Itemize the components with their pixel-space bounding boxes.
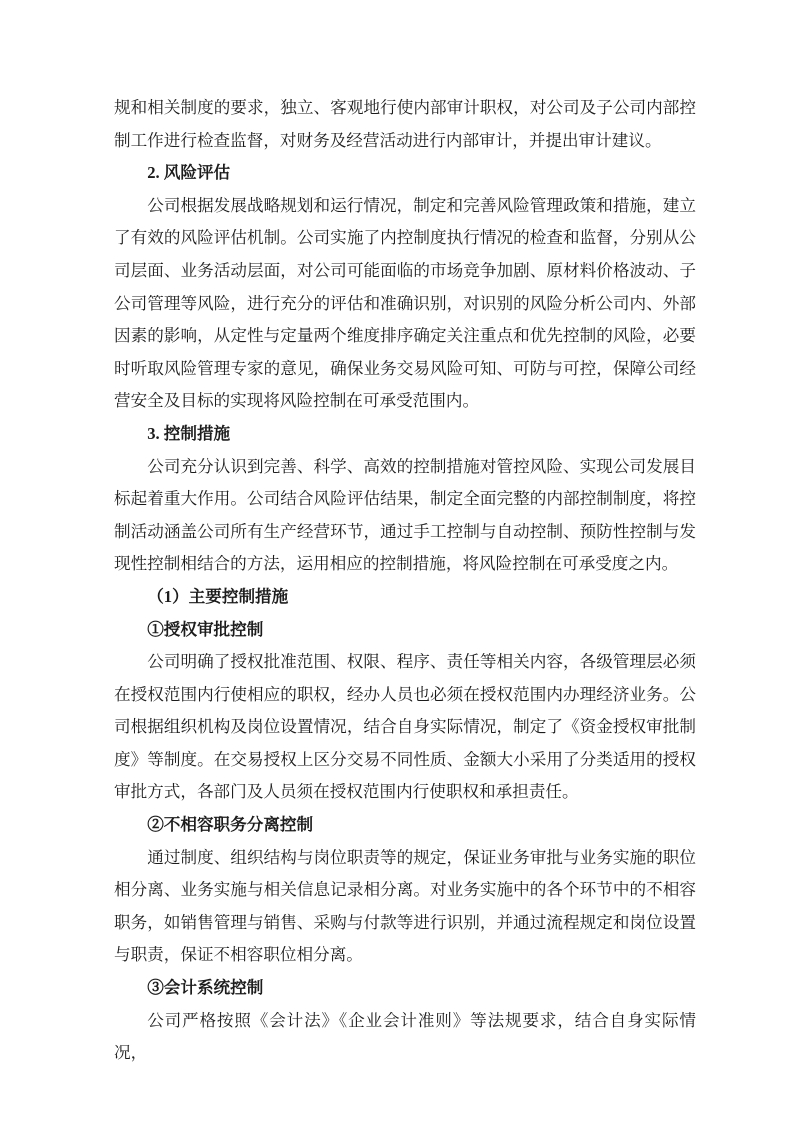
section-heading: ①授权审批控制 xyxy=(147,619,264,639)
section-heading: ③会计系统控制 xyxy=(147,978,264,998)
section-heading: 3. 控制措施 xyxy=(147,423,231,443)
document-content xyxy=(114,92,696,1070)
body-paragraph: 公司严格按照《会计法》《企业会计准则》等法规要求，结合自身实际情况， xyxy=(114,1010,696,1063)
section-heading: 2. 风险评估 xyxy=(147,163,231,183)
body-paragraph: 公司充分认识到完善、科学、高效的控制措施对管控风险、实现公司发展目标起着重大作用。公司结合风险评估结果，制定全面完整的内部控制制度，将控制活动涵盖公司所有生产经营环节，通过手工控制与自动控制、预防性控制与发现性控制相结合的方法，运用相应的控制措施，将风险控制在可承受度之内。 xyxy=(114,456,696,574)
section-heading: （1）主要控制措施 xyxy=(147,586,289,606)
body-paragraph: 规和相关制度的要求，独立、客观地行使内部审计职权，对公司及子公司内部控制工作进行检查监督，对财务及经营活动进行内部审计，并提出审计建议。 xyxy=(114,98,696,150)
body-paragraph: 通过制度、组织结构与岗位职责等的规定，保证业务审批与业务实施的职位相分离、业务实施与相关信息记录相分离。对业务实施中的各个环节中的不相容职务，如销售管理与销售、采购与付款等进行识别，并通过流程规定和岗位设置与职责，保证不相容职位相分离。 xyxy=(114,847,696,965)
body-paragraph: 公司根据发展战略规划和运行情况，制定和完善风险管理政策和措施，建立了有效的风险评估机制。公司实施了内控制度执行情况的检查和监督，分别从公司层面、业务活动层面，对公司可能面临的市场竞争加剧、原材料价格波动、子公司管理等风险，进行充分的评估和准确识别，对识别的风险分析公司内、外部因素的影响，从定性与定量两个维度排序确定关注重点和优先控制的风险，必要时听取风险管理专家的意见，确保业务交易风险可知、可防与可控，保障公司经营安全及目标的实现将风险控制在可承受范围内。 xyxy=(114,195,696,411)
body-paragraph: 公司明确了授权批准范围、权限、程序、责任等相关内容，各级管理层必须在授权范围内行使相应的职权，经办人员也必须在授权范围内办理经济业务。公司根据组织机构及岗位设置情况，结合自身实际情况，制定了《资金授权审批制度》等制度。在交易授权上区分交易不同性质、金额大小采用了分类适用的授权审批方式，各部门及人员须在授权范围内行使职权和承担责任。 xyxy=(114,652,696,802)
section-heading: ②不相容职务分离控制 xyxy=(147,815,314,835)
